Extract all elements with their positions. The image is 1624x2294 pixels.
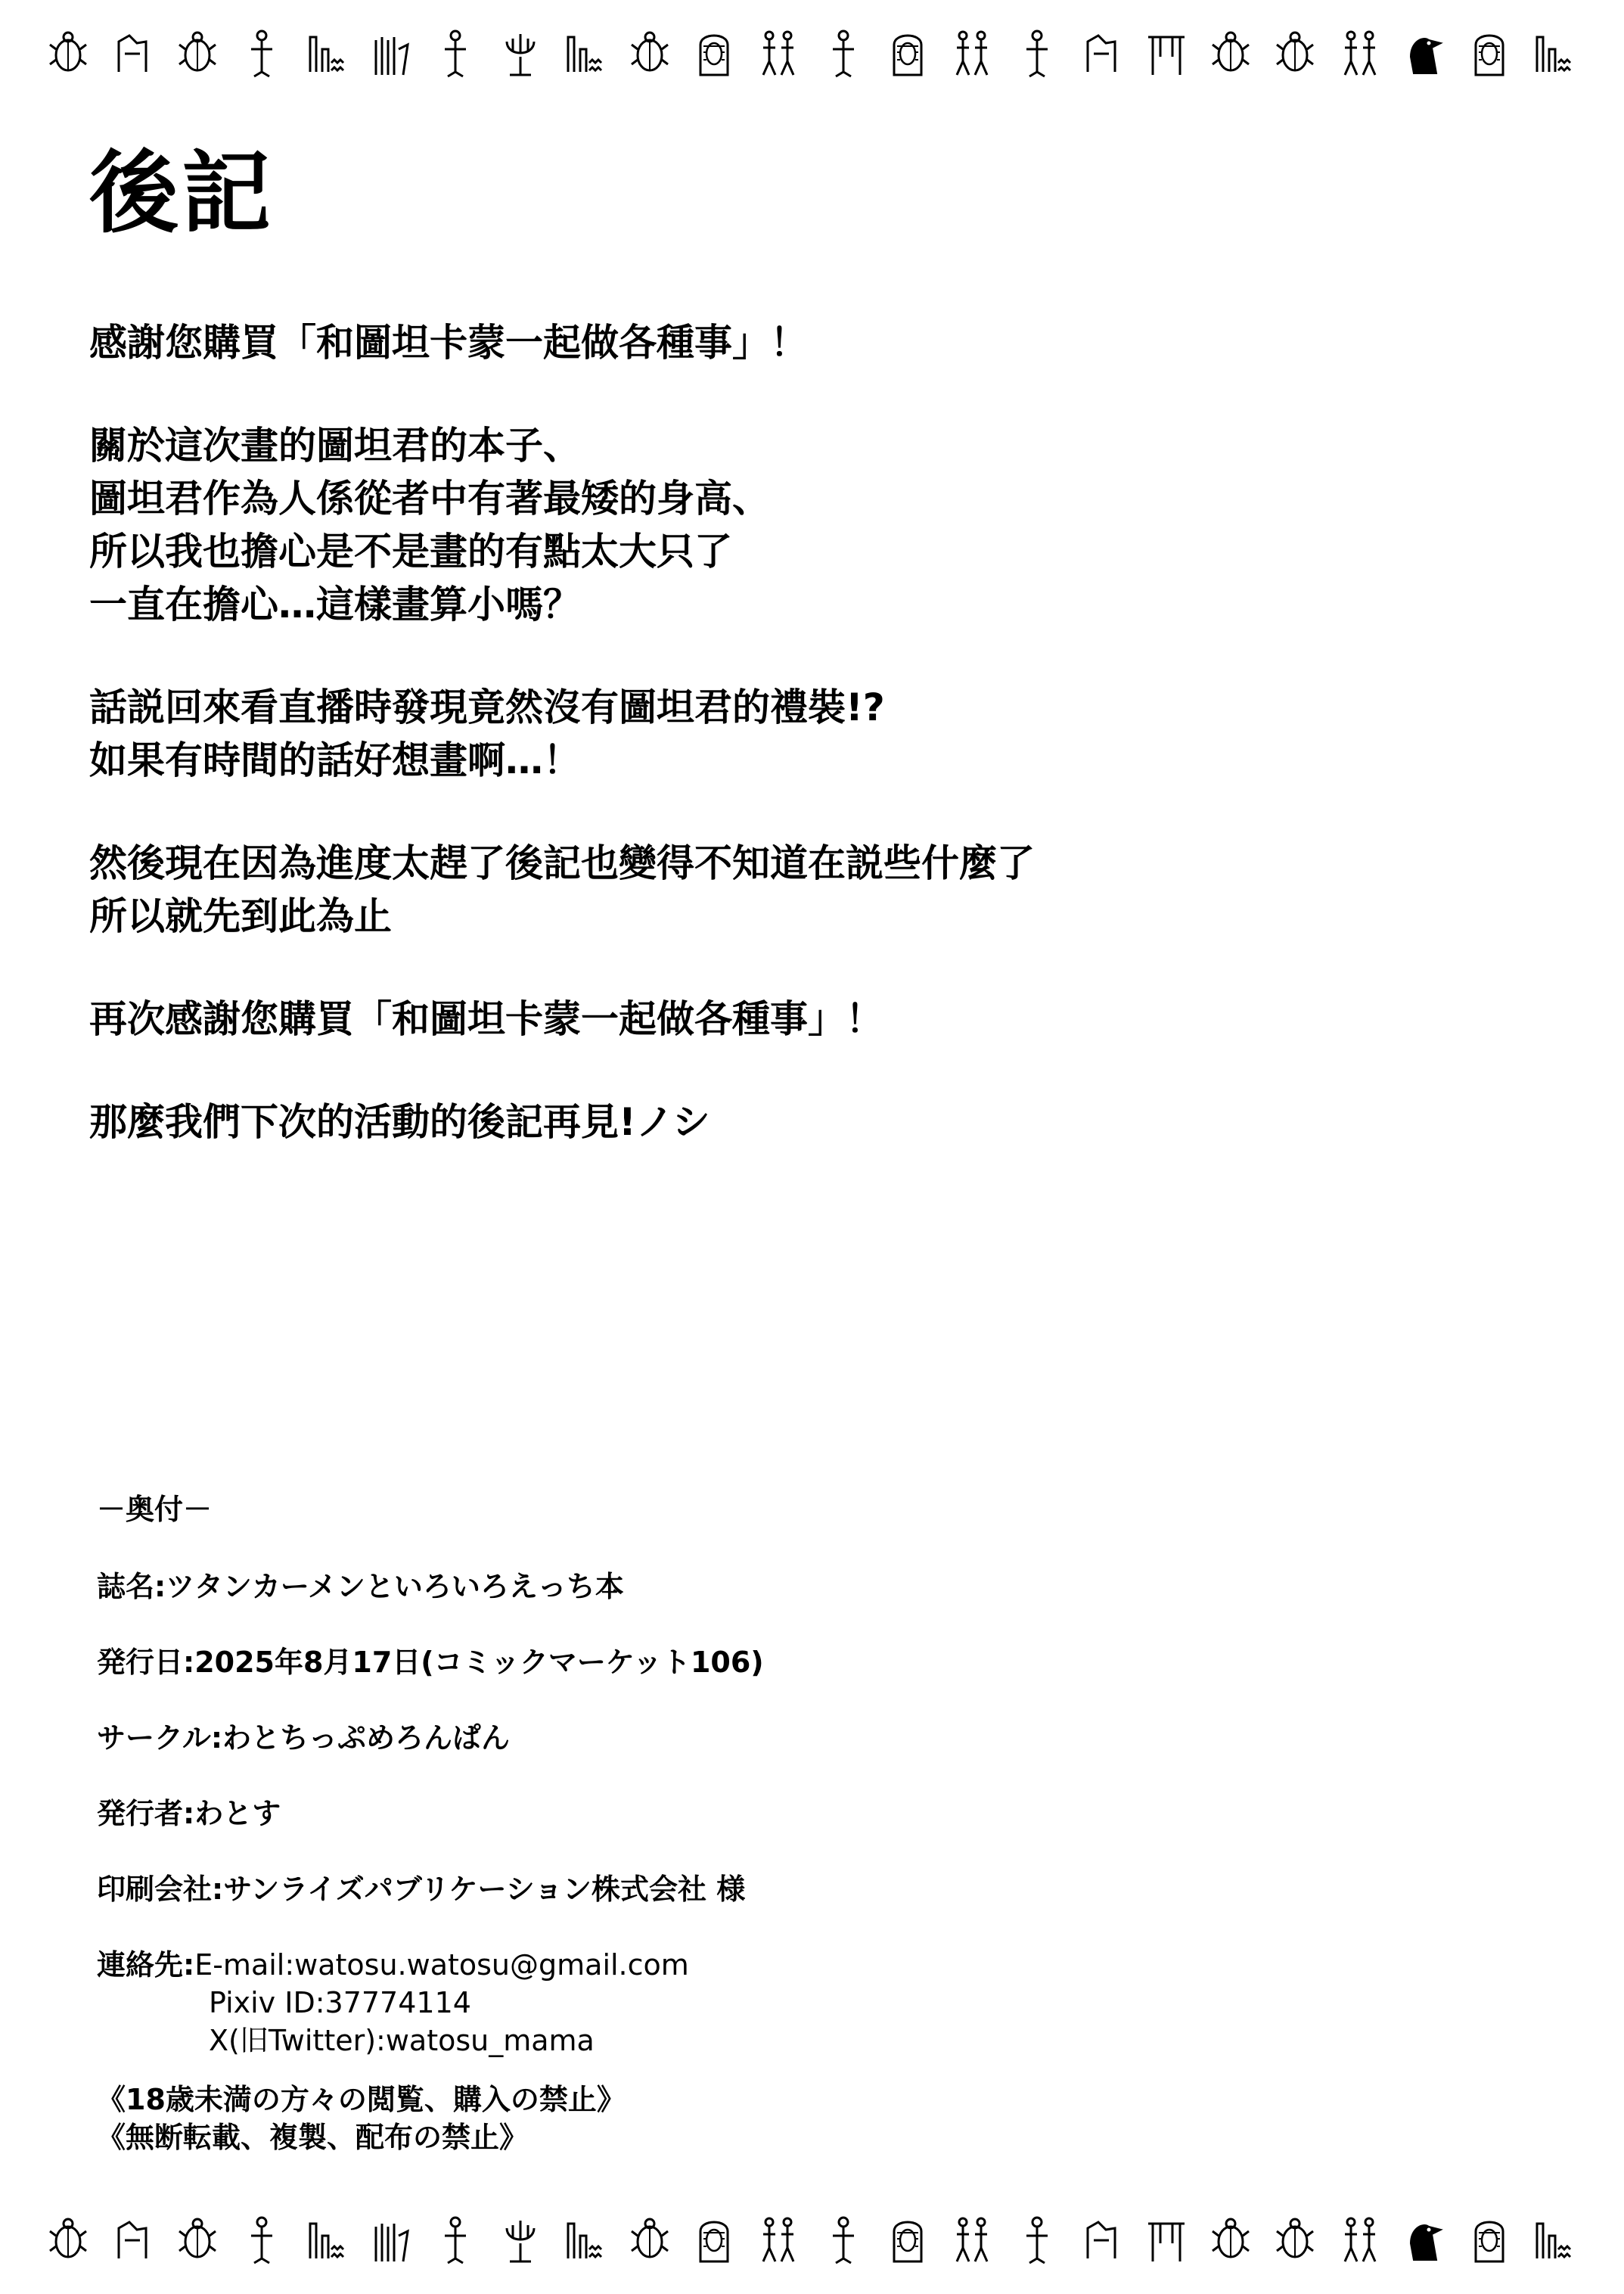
colophon-notices [97,2081,1534,2156]
afterword-line: 感謝您購買「和圖坦卡蒙一起做各種事」！ [89,321,808,365]
afterword-line: 如果有時間的話好想畫啊…！ [89,738,581,782]
ankh-figure-icon [822,26,865,79]
ankh-figure-icon [1016,2213,1058,2266]
water-icon [1532,26,1575,79]
afterword-line: 然後現在因為進度太趕了後記也變得不知道在説些什麼了 [89,841,1035,885]
pharaoh-head-icon [693,2213,735,2266]
top-hieroglyph-border [47,17,1575,89]
ankh-figure-icon [434,2213,477,2266]
contact-email-row [97,1946,1534,1984]
afterword-body [89,316,1564,1198]
contact-label: 連絡先: [97,1948,195,1982]
water-icon [564,2213,606,2266]
afterword-line: 所以就先到此為止 [89,894,392,938]
seated-figures-icon [757,2213,800,2266]
water-icon [564,26,606,79]
contact-pixiv: Pixiv ID:37774114 [209,1986,471,2019]
falcon-icon [1403,2213,1445,2266]
colophon-contact [97,1946,1534,2059]
ankh-figure-icon [241,26,283,79]
seated-figures-icon [951,26,993,79]
afterword-line: 圖坦君作為人係從者中有著最矮的身高、 [89,477,770,521]
falcon-icon [1403,26,1445,79]
afterword-paragraph [89,993,1564,1046]
scarab-icon [47,26,89,79]
lotus-icon [499,2213,542,2266]
colophon-publisher: 発行者:わとす [97,1797,281,1830]
scarab-icon [1209,2213,1252,2266]
ankh-figure-icon [1016,26,1058,79]
afterword-paragraph [89,1096,1564,1149]
contact-email: E-mail:watosu.watosu@gmail.com [194,1948,689,1982]
bottom-hieroglyph-border [47,2203,1575,2276]
colophon-title: 誌名:ツタンカーメンといろいろえっち本 [97,1570,624,1603]
bird-icon [111,26,154,79]
afterword-line: 再次感謝您購買「和圖坦卡蒙一起做各種事」！ [89,997,883,1041]
pharaoh-head-icon [887,2213,929,2266]
colophon [97,1490,1534,2156]
ankh-figure-icon [822,2213,865,2266]
afterword-line: 關於這次畫的圖坦君的本子、 [89,424,581,468]
colophon-heading: －奥付－ [97,1493,213,1526]
water-icon [306,2213,348,2266]
gate-icon [1145,26,1188,79]
reeds-icon [370,26,412,79]
afterword-line: 一直在擔心…這樣畫算小嗎？ [89,583,581,626]
scarab-icon [1274,26,1316,79]
bird-icon [1080,26,1123,79]
colophon-printer: 印刷会社:サンライズパブリケーション株式会社 様 [97,1873,746,1906]
colophon-date: 発行日:2025年8月17日(コミックマーケット106) [97,1646,764,1679]
afterword-paragraph [89,681,1564,787]
bird-icon [111,2213,154,2266]
seated-figures-icon [1339,26,1381,79]
lotus-icon [499,26,542,79]
scarab-icon [1274,2213,1316,2266]
scarab-icon [629,26,671,79]
afterword-paragraph [89,837,1564,943]
pharaoh-head-icon [1468,2213,1511,2266]
gate-icon [1145,2213,1188,2266]
seated-figures-icon [951,2213,993,2266]
afterword-line: 那麼我們下次的活動的後記再見!ノシ [89,1100,710,1144]
page-title: 後記 [89,141,275,245]
notice-age-restriction: 《18歳未満の方々の閲覧、購入の禁止》 [97,2083,626,2116]
seated-figures-icon [1339,2213,1381,2266]
bird-icon [1080,2213,1123,2266]
afterword-line: 話説回來看直播時發現竟然沒有圖坦君的禮裝!? [89,685,885,729]
scarab-icon [1209,26,1252,79]
afterword-paragraph [89,419,1564,631]
water-icon [1532,2213,1575,2266]
scarab-icon [176,2213,219,2266]
contact-x: X(旧Twitter):watosu_mama [209,2024,595,2057]
notice-copy-restriction: 《無断転載、複製、配布の禁止》 [97,2121,529,2154]
seated-figures-icon [757,26,800,79]
pharaoh-head-icon [887,26,929,79]
scarab-icon [47,2213,89,2266]
ankh-figure-icon [241,2213,283,2266]
scarab-icon [629,2213,671,2266]
reeds-icon [370,2213,412,2266]
pharaoh-head-icon [693,26,735,79]
pharaoh-head-icon [1468,26,1511,79]
colophon-circle: サークル:わとちっぷめろんぱん [97,1721,511,1755]
ankh-figure-icon [434,26,477,79]
afterword-paragraph [89,316,1564,369]
scarab-icon [176,26,219,79]
water-icon [306,26,348,79]
afterword-line: 所以我也擔心是不是畫的有點太大只了 [89,530,732,574]
